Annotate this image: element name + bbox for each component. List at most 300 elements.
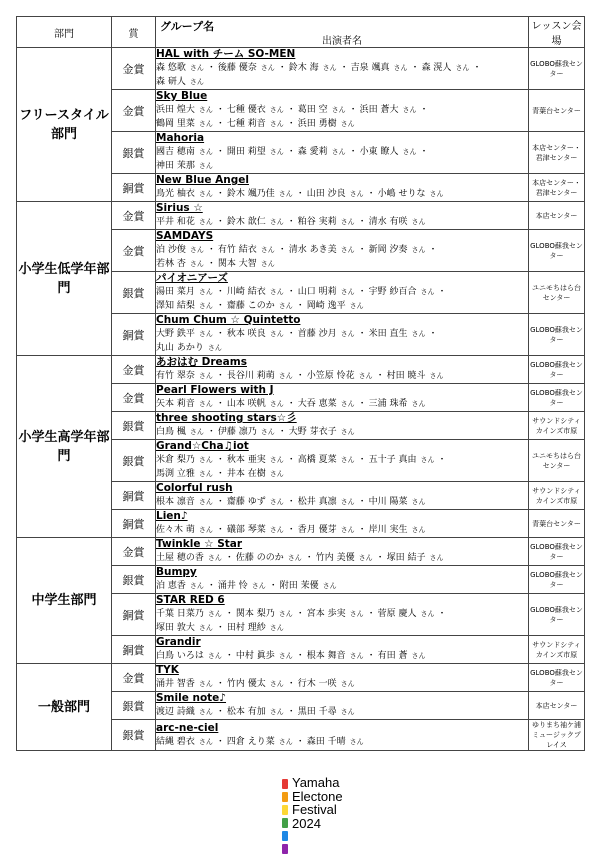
group-name: Sky Blue: [156, 90, 208, 102]
member-entry: [369, 285, 438, 299]
venue-cell: 青葉台センター: [529, 90, 585, 132]
logo-bar: [282, 792, 288, 802]
member-name: 礒部 琴菜: [226, 525, 266, 535]
member-entry: [156, 243, 207, 257]
member-entry: [227, 621, 287, 635]
member-honorific: さん: [420, 610, 435, 618]
award-cell: 金賞: [112, 384, 156, 412]
member-separator: ・: [286, 217, 296, 227]
group-name: Chum Chum ☆ Quintetto: [156, 314, 301, 326]
member-separator: ・: [215, 217, 225, 227]
member-line: [156, 621, 528, 635]
member-name: 佐藤 ののか: [235, 553, 284, 563]
member-name: 関本 梨乃: [235, 609, 275, 619]
member-entry: [156, 285, 216, 299]
member-entry: [298, 285, 358, 299]
member-line: [156, 551, 528, 565]
member-name: 有竹 翠奈: [156, 371, 195, 381]
member-name: 有田 蒼: [377, 651, 408, 661]
member-name: 中村 眞歩: [235, 651, 275, 661]
member-entry: [227, 705, 287, 719]
member-separator: ・: [410, 63, 420, 73]
member-name: 森 研人: [156, 77, 186, 87]
member-separator: ・: [339, 63, 349, 73]
member-name: 七種 莉音: [226, 119, 266, 129]
venue-cell: 本店センター・君津センター: [529, 132, 585, 174]
member-entry: [236, 607, 296, 621]
member-name: 有竹 結衣: [217, 245, 257, 255]
member-entry: [227, 327, 287, 341]
member-line: [156, 117, 528, 131]
group-name: TYK: [156, 664, 179, 676]
member-honorific: さん: [198, 456, 213, 464]
member-honorific: さん: [322, 582, 337, 590]
member-separator: ・: [357, 525, 367, 535]
member-separator: ・: [286, 525, 296, 535]
member-entry: [156, 523, 216, 537]
member-entry: [307, 299, 367, 313]
entry-cell: [156, 314, 529, 356]
member-entry: [378, 649, 429, 663]
member-name: 五十子 真由: [368, 455, 417, 465]
member-separator: ・: [428, 245, 438, 255]
member-entry: [227, 453, 287, 467]
member-separator: ・: [215, 147, 225, 157]
member-name: 村田 暁斗: [386, 371, 426, 381]
member-line: [156, 257, 528, 271]
entry-cell: [156, 720, 529, 751]
group-name: Mahoria: [156, 132, 205, 144]
member-entry: [236, 649, 296, 663]
member-honorific: さん: [393, 64, 408, 72]
member-honorific: さん: [340, 708, 355, 716]
award-cell: 金賞: [112, 48, 156, 90]
member-name: 松井 真凛: [297, 497, 337, 507]
member-name: 森 滉人: [421, 63, 452, 73]
member-name: 高橋 夏菜: [297, 455, 337, 465]
member-name: 塚田 結子: [386, 553, 426, 563]
member-separator: ・: [215, 329, 225, 339]
member-entry: [298, 327, 358, 341]
member-honorific: さん: [198, 148, 213, 156]
division-general: 一般部門: [17, 664, 112, 751]
member-name: 中川 陽菜: [368, 497, 408, 507]
member-honorific: さん: [358, 372, 373, 380]
member-name: 根本 舞音: [306, 651, 346, 661]
entry-row: [17, 538, 585, 566]
member-name: 白鳥 楓: [156, 427, 186, 437]
member-separator: ・: [357, 329, 367, 339]
member-honorific: さん: [411, 498, 426, 506]
division-elementary-upper: 小学生高学年部門: [17, 356, 112, 538]
member-separator: ・: [286, 497, 296, 507]
member-entry: [369, 495, 429, 509]
member-honorific: さん: [411, 400, 426, 408]
member-entry: [227, 215, 287, 229]
member-entry: [289, 243, 358, 257]
member-honorific: さん: [402, 148, 417, 156]
member-name: 泊 沙俊: [156, 245, 186, 255]
award-cell: 金賞: [112, 664, 156, 692]
member-honorific: さん: [340, 120, 355, 128]
member-entry: [156, 495, 216, 509]
member-honorific: さん: [198, 526, 213, 534]
venue-cell: サウンドシティ カインズ市原: [529, 636, 585, 664]
member-name: 澤知 結梨: [156, 301, 195, 311]
member-name: 小嶋 せりな: [377, 189, 426, 199]
member-name: 小笠原 怜花: [306, 371, 355, 381]
header-division: 部門: [17, 17, 112, 48]
logo-line: Yamaha: [292, 775, 340, 790]
member-entry: [369, 327, 429, 341]
member-separator: ・: [215, 525, 225, 535]
member-honorific: さん: [269, 470, 284, 478]
member-honorific: さん: [349, 610, 364, 618]
award-cell: 金賞: [112, 538, 156, 566]
logo-text: [292, 776, 343, 830]
member-line: [156, 285, 528, 299]
member-separator: ・: [419, 105, 429, 115]
member-separator: ・: [224, 609, 234, 619]
member-line: [156, 369, 528, 383]
member-name: 涌井 怜: [217, 581, 248, 591]
member-separator: ・: [357, 287, 367, 297]
member-entry: [227, 187, 296, 201]
member-line: [156, 607, 528, 621]
member-honorific: さん: [411, 330, 426, 338]
entry-cell: [156, 272, 529, 314]
member-entry: [369, 523, 429, 537]
header-group: グループ名: [160, 20, 215, 33]
member-name: 浜田 勇樹: [297, 119, 337, 129]
entry-cell: [156, 440, 529, 482]
member-separator: ・: [215, 119, 225, 129]
member-honorific: さん: [198, 680, 213, 688]
group-name: three shooting stars☆彡: [156, 412, 297, 424]
member-name: 鈴木 颯乃佳: [226, 189, 275, 199]
member-name: 鈴木 歆仁: [226, 217, 266, 227]
venue-cell: GLOBO蘇我センター: [529, 48, 585, 90]
group-name: STAR RED 6: [156, 594, 225, 606]
member-entry: [227, 735, 296, 749]
member-name: 秋本 咲良: [226, 329, 266, 339]
member-entry: [298, 677, 358, 691]
member-honorific: さん: [411, 652, 426, 660]
member-line: [156, 495, 528, 509]
member-entry: [307, 735, 367, 749]
member-line: [156, 735, 528, 749]
venue-cell: 本店センター・君津センター: [529, 174, 585, 202]
member-honorific: さん: [189, 64, 204, 72]
award-cell: 銅賞: [112, 174, 156, 202]
member-entry: [307, 649, 367, 663]
member-honorific: さん: [207, 344, 222, 352]
venue-cell: 本店センター: [529, 692, 585, 720]
member-honorific: さん: [358, 554, 373, 562]
member-name: 鳥光 柚衣: [156, 189, 195, 199]
member-entry: [236, 551, 305, 565]
group-name: Grand☆Cha♫iot: [156, 440, 249, 452]
member-honorific: さん: [269, 120, 284, 128]
member-honorific: さん: [340, 288, 355, 296]
member-honorific: さん: [198, 218, 213, 226]
member-name: 粕谷 実莉: [297, 217, 337, 227]
member-honorific: さん: [207, 554, 222, 562]
member-name: 米倉 梨乃: [156, 455, 195, 465]
member-separator: ・: [215, 301, 225, 311]
member-honorific: さん: [198, 372, 213, 380]
member-line: [156, 187, 528, 201]
member-separator: ・: [295, 609, 305, 619]
member-entry: [360, 103, 420, 117]
member-name: 山田 沙良: [306, 189, 346, 199]
member-name: 三浦 珠希: [368, 399, 408, 409]
member-honorific: さん: [278, 190, 293, 198]
member-honorific: さん: [269, 680, 284, 688]
member-honorific: さん: [349, 190, 364, 198]
member-separator: ・: [206, 581, 216, 591]
member-honorific: さん: [269, 624, 284, 632]
member-name: 丸山 あかり: [156, 343, 204, 353]
member-honorific: さん: [278, 737, 293, 746]
member-entry: [227, 285, 287, 299]
logo-line: Electone: [292, 788, 343, 804]
member-entry: [298, 215, 358, 229]
member-honorific: さん: [207, 610, 222, 618]
member-entry: [156, 649, 225, 663]
member-name: 平井 和花: [156, 217, 195, 227]
member-honorific: さん: [340, 246, 355, 254]
member-separator: ・: [206, 63, 216, 73]
member-separator: ・: [366, 609, 376, 619]
member-entry: [156, 341, 225, 355]
member-line: [156, 649, 528, 663]
member-separator: ・: [357, 497, 367, 507]
entry-cell: [156, 174, 529, 202]
venue-cell: GLOBO蘇我センター: [529, 664, 585, 692]
member-name: 湯田 菜月: [156, 287, 195, 297]
member-name: 鈴木 海: [288, 63, 319, 73]
member-honorific: さん: [340, 526, 355, 534]
member-honorific: さん: [269, 330, 284, 338]
member-separator: ・: [286, 707, 296, 717]
member-line: [156, 341, 528, 355]
member-entry: [307, 187, 367, 201]
member-separator: ・: [215, 623, 225, 633]
division-elementary-lower: 小学生低学年部門: [17, 202, 112, 356]
entry-cell: [156, 664, 529, 692]
member-name: 七種 優衣: [226, 105, 266, 115]
logo-bar: [282, 831, 288, 841]
member-entry: [156, 159, 216, 173]
entry-cell: [156, 202, 529, 230]
member-entry: [298, 103, 349, 117]
member-name: 清水 あき美: [288, 245, 337, 255]
venue-cell: ユニモちはら台センター: [529, 272, 585, 314]
member-line: [156, 103, 528, 117]
member-separator: ・: [295, 189, 305, 199]
member-separator: ・: [286, 287, 296, 297]
member-honorific: さん: [198, 302, 213, 310]
award-cell: 銅賞: [112, 636, 156, 664]
member-entry: [227, 523, 287, 537]
member-separator: ・: [286, 679, 296, 689]
member-name: 岡崎 逸平: [306, 301, 346, 311]
header-members: 出演者名: [322, 36, 362, 47]
award-cell: 銀賞: [112, 566, 156, 594]
member-honorific: さん: [198, 400, 213, 408]
member-name: 國吉 穂南: [156, 147, 195, 157]
award-cell: 銀賞: [112, 132, 156, 174]
member-honorific: さん: [411, 246, 426, 254]
entry-cell: [156, 482, 529, 510]
member-entry: [156, 257, 207, 271]
member-honorific: さん: [340, 680, 355, 688]
member-entry: [156, 145, 216, 159]
member-honorific: さん: [207, 652, 222, 660]
member-honorific: さん: [189, 260, 204, 268]
member-name: 森田 千晴: [306, 736, 346, 747]
member-line: [156, 215, 528, 229]
member-entry: [316, 551, 376, 565]
member-separator: ・: [215, 399, 225, 409]
member-entry: [387, 551, 447, 565]
member-entry: [378, 187, 447, 201]
member-name: 山本 咲帆: [226, 399, 266, 409]
member-separator: ・: [437, 287, 447, 297]
member-honorific: さん: [251, 582, 266, 590]
entry-cell: [156, 566, 529, 594]
member-name: 新岡 汐奏: [368, 245, 408, 255]
group-name: Grandir: [156, 636, 201, 648]
member-name: 森 悠歌: [156, 63, 186, 73]
division-freestyle: フリースタイル部門: [17, 48, 112, 202]
member-entry: [298, 453, 358, 467]
member-honorific: さん: [340, 428, 355, 436]
member-honorific: さん: [260, 260, 275, 268]
member-honorific: さん: [198, 470, 213, 478]
member-honorific: さん: [269, 498, 284, 506]
member-name: 井本 在樹: [226, 469, 266, 479]
group-name: Twinkle ☆ Star: [156, 538, 243, 550]
member-entry: [387, 369, 447, 383]
member-honorific: さん: [411, 218, 426, 226]
member-separator: ・: [206, 427, 216, 437]
member-honorific: さん: [455, 64, 470, 72]
member-separator: ・: [268, 581, 278, 591]
member-name: 菅原 慶人: [377, 609, 417, 619]
member-honorific: さん: [198, 190, 213, 198]
member-name: 後藤 優奈: [217, 63, 257, 73]
award-cell: 銅賞: [112, 482, 156, 510]
member-honorific: さん: [278, 610, 293, 618]
member-entry: [307, 369, 376, 383]
member-honorific: さん: [420, 288, 435, 296]
group-name: SAMDAYS: [156, 230, 214, 242]
member-name: 長谷川 莉萌: [226, 371, 275, 381]
member-honorific: さん: [420, 456, 435, 464]
venue-cell: GLOBO蘇我センター: [529, 594, 585, 636]
member-separator: ・: [348, 147, 358, 157]
member-honorific: さん: [349, 302, 364, 310]
member-separator: ・: [215, 371, 225, 381]
entry-row: [17, 664, 585, 692]
member-honorific: さん: [198, 162, 213, 170]
member-honorific: さん: [198, 708, 213, 716]
member-separator: ・: [286, 329, 296, 339]
member-entry: [298, 145, 349, 159]
entry-cell: [156, 412, 529, 440]
venue-cell: GLOBO蘇我センター: [529, 538, 585, 566]
member-entry: [227, 103, 287, 117]
member-separator: ・: [472, 63, 482, 73]
member-line: [156, 523, 528, 537]
venue-cell: サウンドシティ カインズ市原: [529, 482, 585, 510]
member-line: [156, 159, 528, 173]
member-honorific: さん: [189, 428, 204, 436]
award-cell: 銅賞: [112, 510, 156, 538]
entry-row: [17, 356, 585, 384]
member-entry: [280, 579, 340, 593]
venue-cell: ユニモちはら台センター: [529, 440, 585, 482]
header-row: [17, 17, 585, 48]
logo-bar: [282, 818, 288, 828]
logo-color-bars: [282, 779, 288, 857]
member-separator: ・: [277, 63, 287, 73]
entry-cell: [156, 48, 529, 90]
member-name: 矢本 莉音: [156, 399, 195, 409]
member-separator: ・: [295, 651, 305, 661]
member-line: [156, 145, 528, 159]
member-honorific: さん: [411, 526, 426, 534]
member-separator: ・: [215, 469, 225, 479]
venue-cell: サウンドシティ カインズ市原: [529, 412, 585, 440]
award-cell: 銅賞: [112, 314, 156, 356]
entry-row: [17, 202, 585, 230]
member-name: 渡辺 詩織: [156, 707, 195, 717]
member-honorific: さん: [198, 120, 213, 128]
member-entry: [298, 523, 358, 537]
member-name: 山口 明莉: [297, 287, 337, 297]
member-separator: ・: [357, 217, 367, 227]
entry-cell: [156, 132, 529, 174]
member-name: 葛田 空: [297, 105, 328, 115]
member-name: 秋本 亜実: [226, 455, 266, 465]
member-line: [156, 75, 528, 89]
award-cell: 銀賞: [112, 440, 156, 482]
member-separator: ・: [277, 427, 287, 437]
member-name: 浜田 煌大: [156, 105, 195, 115]
member-honorific: さん: [260, 246, 275, 254]
member-separator: ・: [286, 147, 296, 157]
member-name: 附田 茉優: [279, 581, 319, 591]
member-separator: ・: [206, 259, 216, 269]
member-entry: [156, 621, 216, 635]
member-entry: [369, 453, 438, 467]
member-name: 浜田 蒼大: [359, 105, 399, 115]
member-name: 大野 芽衣子: [288, 427, 337, 437]
member-entry: [307, 607, 367, 621]
member-name: 吉泉 颯真: [350, 63, 390, 73]
member-separator: ・: [224, 553, 234, 563]
member-honorific: さん: [260, 428, 275, 436]
member-entry: [298, 397, 358, 411]
member-honorific: さん: [198, 330, 213, 338]
entry-cell: [156, 230, 529, 272]
venue-cell: 青葉台センター: [529, 510, 585, 538]
member-honorific: さん: [340, 456, 355, 464]
member-name: 伊藤 凛乃: [217, 427, 257, 437]
